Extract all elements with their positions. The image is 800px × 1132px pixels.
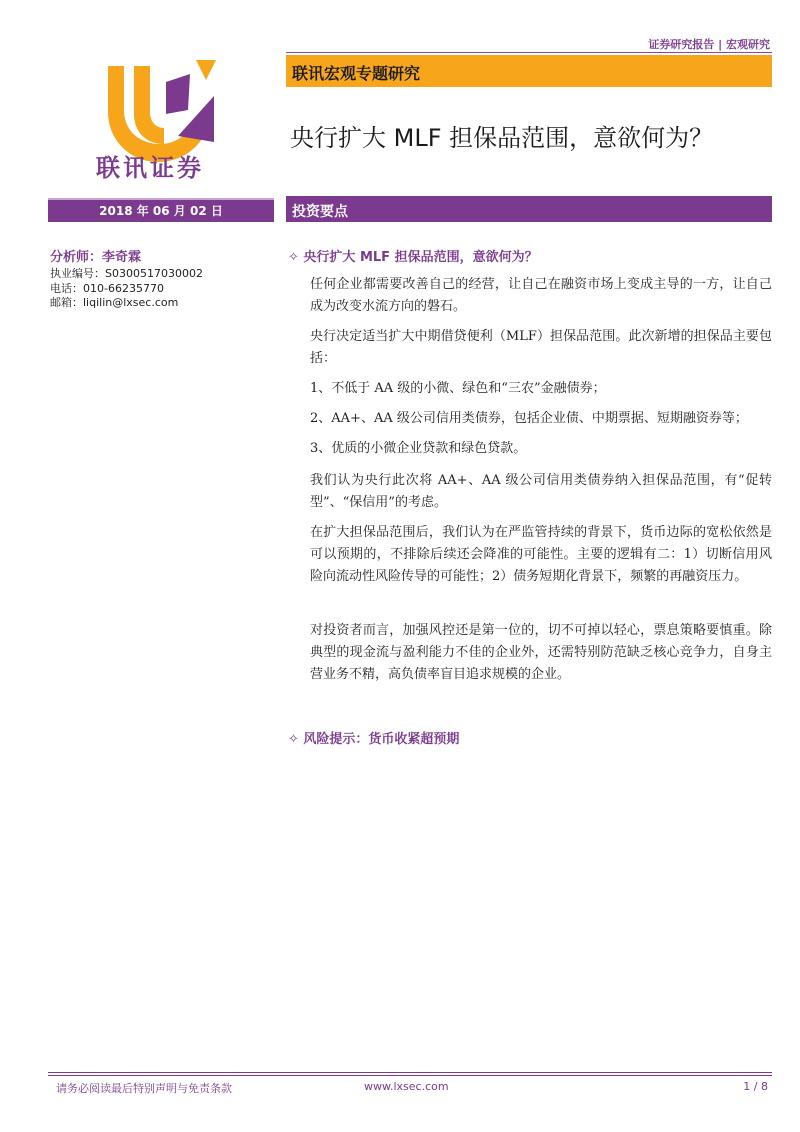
analyst-phone: 电话：010-66235770 (50, 282, 164, 295)
risk-warning-heading: ✧ 风险提示：货币收紧超预期 (288, 732, 460, 747)
paragraph-2: 央行决定适当扩大中期借贷便利（MLF）担保品范围。此次新增的担保品主要包括： (310, 329, 772, 366)
paragraph-5: 3、优质的小微企业贷款和绿色贷款。 (310, 441, 527, 456)
series-title: 联讯宏观专题研究 (292, 64, 421, 83)
report-title: 央行扩大 MLF 担保品范围，意欲何为？ (290, 124, 714, 152)
paragraph-8: 对投资者而言，加强风控还是第一位的，切不可掉以轻心，票息策略要慎重。除典型的现金流与盈利能力不佳的企业外，还需特别防范缺乏核心竞争力，自身主营业务不精，高负债率盲目追求规模的企业。 (310, 623, 772, 682)
footer-disclaimer: 请务必阅读最后特别声明与免责条款 (56, 1082, 232, 1095)
header-rule (286, 52, 772, 53)
analyst-email[interactable]: 邮箱：liqilin@lxsec.com (50, 296, 179, 309)
company-logo-text: 联讯证券 (96, 153, 204, 182)
paragraph-3: 1、不低于 AA 级的小微、绿色和“三农”金融债券； (310, 381, 606, 396)
section-banner (286, 196, 772, 222)
page-number: 1 / 8 (743, 1080, 768, 1093)
key-point-heading: ✧ 央行扩大 MLF 担保品范围，意欲何为？ (288, 250, 538, 265)
footer-rule-bottom (48, 1075, 772, 1076)
paragraph-7: 在扩大担保品范围后，我们认为在严监管持续的背景下，货币边际的宽松依然是可以预期的，不排除后续还会降准的可能性。主要的逻辑有二：1）切断信用风险向流动性风险传导的可能性；2）债务短期化背景下，频繁的再融资压力。 (310, 525, 772, 584)
paragraph-4: 2、AA+、AA 级公司信用类债券，包括企业债、中期票据、短期融资券等； (310, 411, 748, 426)
analyst-license: 执业编号：S0300517030002 (50, 267, 203, 280)
footer-website-link[interactable]: www.lxsec.com (364, 1080, 449, 1093)
paragraph-6: 我们认为央行此次将 AA+、AA 级公司信用类债券纳入担保品范围，有“促转型”、“保信用”的考虑。 (310, 473, 772, 510)
report-category: 证券研究报告 | 宏观研究 (648, 38, 770, 51)
paragraph-1: 任何企业都需要改善自己的经营，让自己在融资市场上变成主导的一方，让自己成为改变水流方向的磐石。 (310, 277, 772, 314)
report-date: 2018 年 06 月 02 日 (99, 204, 223, 218)
section-title: 投资要点 (292, 204, 348, 220)
analyst-name: 分析师：李奇霖 (50, 250, 142, 265)
footer-rule-top (48, 1072, 772, 1073)
